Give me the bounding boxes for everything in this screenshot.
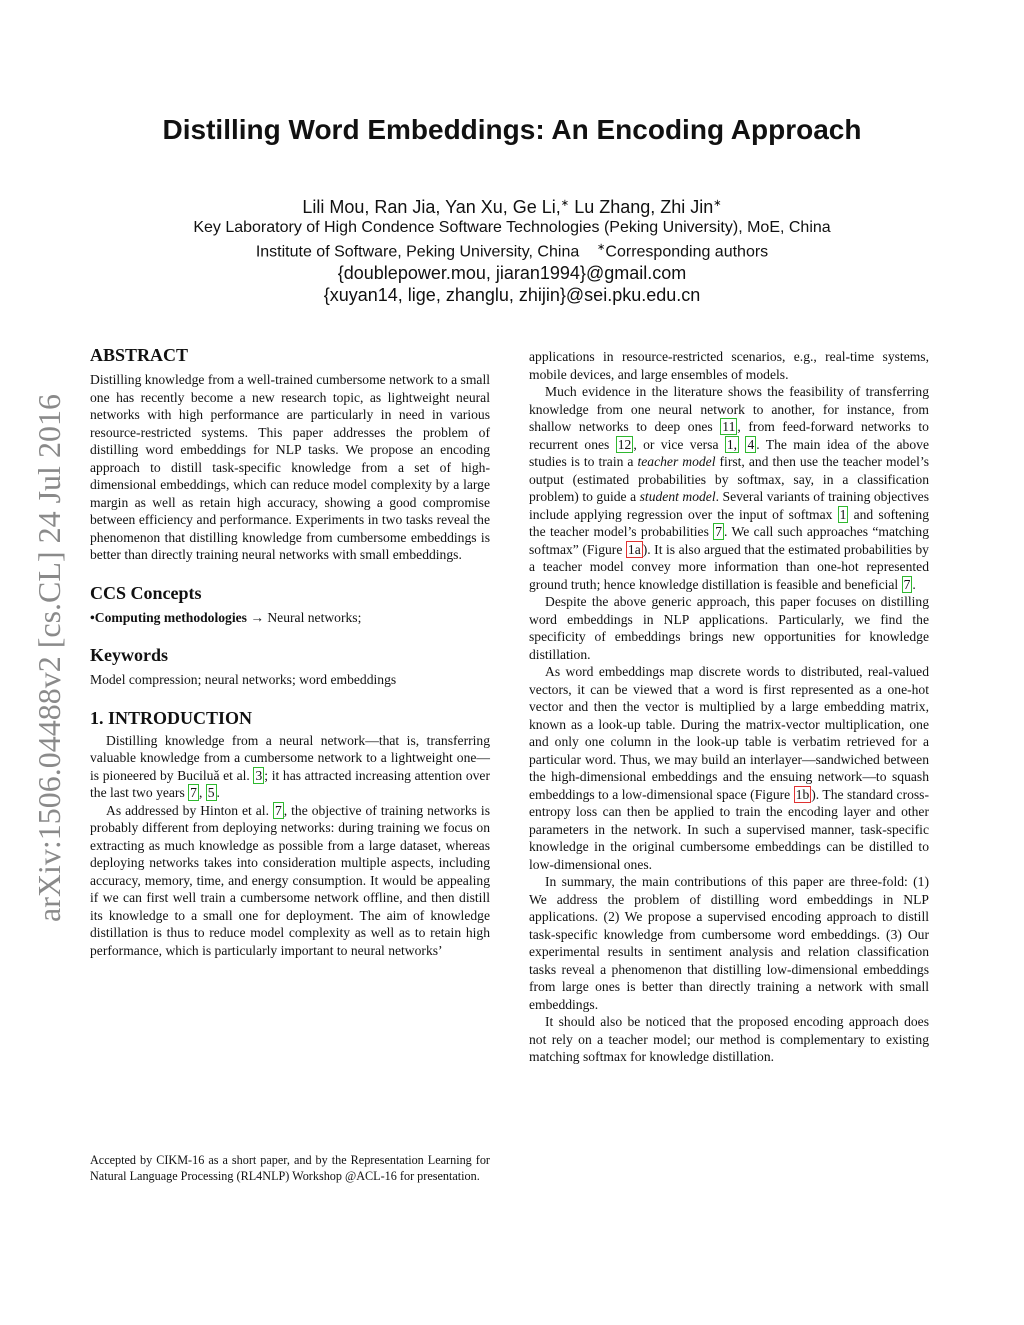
right-paragraph-3: As word embeddings map discrete words to distributed, real-valued vectors, it can be viewed that a word is first represented as a one-hot vector and then the vector is multiplied by a large embedding matrix, known as a look-up table. During the matrix-vector multiplication, one and only one column in the look-up table is verbatim retrieved for a particular word. Thus, we may build an interlayer—sandwiched between the high-dimensional embeddings and the ensuing network—to squash embeddings to a low-dimensional space (Figure 1b ). The standard cross-entropy loss can then be applied to train the encoding layer and other parameters in the network. In such a supervised manner, task-specific knowledge in the original cumbersome embeddings can be distilled to low-dimensional ones. [529,664,929,872]
citation-link[interactable]: 7 [715,524,723,539]
arxiv-stamp: arXiv:1506.04488v2 [cs.CL] 24 Jul 2016 [31,394,67,922]
keywords-heading: Keywords [90,645,168,665]
figure-link[interactable]: 1a [627,541,641,557]
left-column [90,344,490,959]
author-list: Lili Mou, Ran Jia, Yan Xu, Ge Li,∗ Lu Zhang, Zhi Jin∗ [302,197,722,217]
abstract-text: Distilling knowledge from a well-trained cumbersome network to a small one has recently become a new research topic, as lightweight neural networks with high performance are particularly in need in various resource-restricted systems. This paper addresses the problem of distilling word embeddings for NLP tasks. We propose an encoding approach to distill task-specific knowledge from a set of high-dimensional embeddings, which can reduce model complexity by a large margin as well as retain high accuracy, showing a good compromise between efficiency and performance. Experiments in two tasks reveal the phenomenon that distilling knowledge from cumbersome embeddings is better than directly training neural networks with small embeddings. [90,372,490,562]
email-1: {doublepower.mou, jiaran1994}@gmail.com [337,263,687,284]
citation-link[interactable]: 7 [190,785,197,800]
citation-link[interactable]: 5 [207,785,215,800]
right-paragraph-4: In summary, the main contributions of this paper are three-fold: (1) We address the problem of distilling word embeddings in NLP applications. (2) We propose a supervised encoding approach to distill task-specific knowledge from cumbersome word embeddings. (3) Our experimental results in sentiment analysis and relation classification tasks reveal a phenomenon that distilling low-dimensional embeddings from large ones is better than directly training a network with small embeddings. [529,874,929,1012]
citation-link[interactable]: 3 [255,767,263,783]
right-paragraph-2: Despite the above generic approach, this paper focuses on distilling word embeddings in NLP applications. Particularly, we find the specificity of embeddings brings new opportunities for knowledge distillation. [529,594,929,662]
email-2: {xuyan14, lige, zhanglu, zhijin}@sei.pku.edu.cn [323,285,701,306]
citation-link[interactable]: 7 [274,802,282,818]
citation-link[interactable]: 12 [617,436,632,452]
ccs-heading: CCS Concepts [90,582,202,603]
citation-link[interactable]: 4 [747,436,755,452]
author-block [0,193,1024,306]
paper-title: Distilling Word Embeddings: An Encoding Approach [162,114,862,145]
ccs-concepts: •Computing methodologies → Neural networks; [90,609,362,625]
citation-link[interactable]: 7 [903,576,911,592]
affiliation-2: Institute of Software, Peking University, China ∗Corresponding authors [255,242,769,261]
right-paragraph-0: applications in resource-restricted scenarios, e.g., real-time systems, mobile devices, and large ensembles of models. [529,349,929,382]
citation-link[interactable]: 11 [722,419,736,434]
intro-heading: 1. INTRODUCTION [90,707,253,728]
citation-link[interactable]: 1, [726,436,738,452]
abstract-heading: ABSTRACT [90,345,189,365]
keywords-text: Model compression; neural networks; word embeddings [90,672,397,687]
intro-paragraph-2: As addressed by Hinton et al. 7 , the objective of training networks is probably different from deploying networks: during training we focus on extracting as much knowledge as possible from a large dataset, whereas deploying networks takes into consideration multiple aspects, including accuracy, memory, time, and energy consumption. It would be appealing if we can first well train a cumbersome network offline, and then distill its knowledge to a small one for deployment. The aim of knowledge distillation is thus to reduce model complexity as well as to retain high performance, which is particularly important to neural networks’ [90,802,490,958]
citation-link[interactable]: 1 [839,506,847,522]
affiliation-1: Key Laboratory of High Condence Software Technologies (Peking University), MoE, China [193,219,831,236]
figure-link[interactable]: 1b [795,786,810,802]
footnote [90,1152,490,1184]
right-paragraph-1: Much evidence in the literature shows the feasibility of transferring knowledge from one neural network to another, for instance, from shallow networks to deep ones 11 , from feed-forward networks to recurrent ones 12 , or vice versa 1, 4 . The main idea of the above studies is to train a teacher model first, and then use the teacher model’s output (estimated probabilities by softmax, say, in a classification problem) to guide a student model. Several variants of training objectives include applying regression over the input of softmax 1 and softening the teacher model’s probabilities 7 . We call such approaches “matching softmax” (Figure 1a ). It is also argued that the estimated probabilities by a teacher model convey more information than one-hot represented ground truth; hence knowledge distillation is feasible and beneficial 7 . [529,384,930,592]
footnote-text: Accepted by CIKM-16 as a short paper, and by the Representation Learning for Natural Language Processing (RL4NLP) Workshop @ACL-16 for presentation. [90,1153,490,1183]
intro-paragraph-1: Distilling knowledge from a neural network—that is, transferring valuable knowledge from a cumbersome network to a lightweight one—is pioneered by Buciluǎ et al. 3 ; it has attracted increasing attention over the last two years 7 , 5 . [90,732,490,800]
right-column [529,348,929,1066]
right-paragraph-5: It should also be noticed that the proposed encoding approach does not rely on a teacher model; our method is complementary to existing matching softmax for knowledge distillation. [529,1014,929,1064]
